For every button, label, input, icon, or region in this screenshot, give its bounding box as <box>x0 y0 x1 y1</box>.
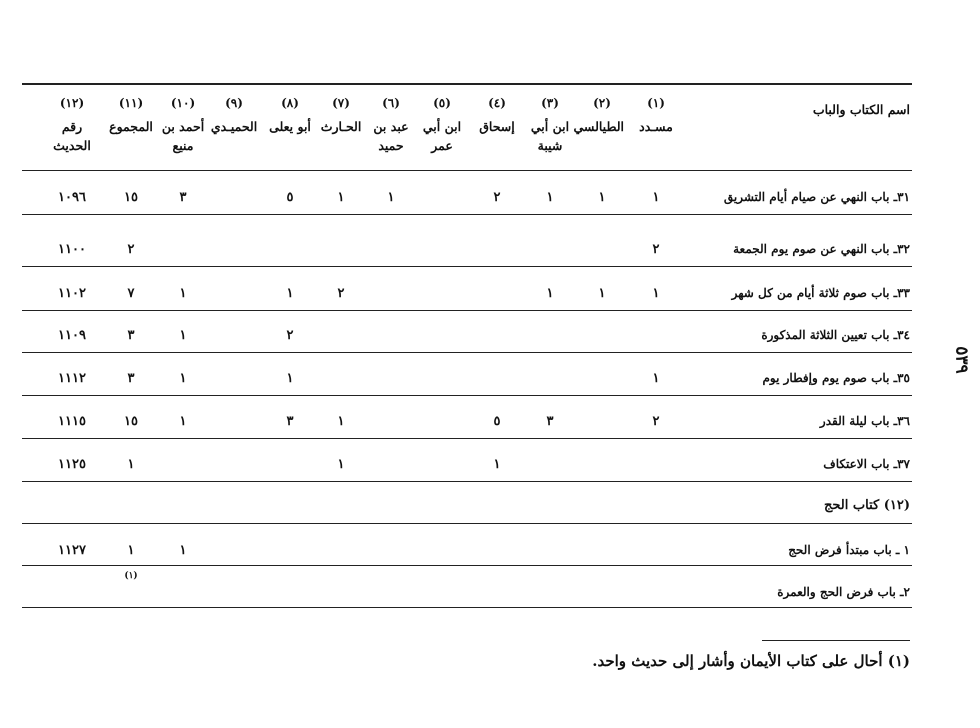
column-number: (١٢) <box>59 96 85 110</box>
header-book-chapter: اسم الكتاب والباب <box>812 102 910 117</box>
table-top-rule <box>22 83 912 85</box>
column-header: مسـدد <box>639 119 673 134</box>
table-cell: ٧ <box>127 286 135 301</box>
table-cell: ١ <box>286 371 294 386</box>
column-header: ابن أبي عمر <box>422 119 462 153</box>
column-header: المجموع <box>109 119 153 134</box>
table-row-rule <box>22 352 912 353</box>
row-title: ١ ـ باب مبتدأ فرض الحج <box>788 543 910 557</box>
table-cell: ١ <box>337 190 345 205</box>
column-number: (٦) <box>382 96 400 110</box>
column-header: إسحاق <box>479 119 515 134</box>
table-cell: ١ <box>546 190 554 205</box>
column-number: (٤) <box>488 96 506 110</box>
table-cell: ٢ <box>652 414 660 429</box>
column-number: (٧) <box>332 96 350 110</box>
table-cell: ١ <box>179 414 187 429</box>
table-row-rule <box>22 395 912 396</box>
column-header: رقم الحديث <box>53 119 91 153</box>
table-row-rule <box>22 607 912 608</box>
table-cell: ٢ <box>493 190 501 205</box>
table-cell: ١ <box>652 371 660 386</box>
table-cell: ١١٢٧ <box>58 543 86 558</box>
footnote: (١) أحال على كتاب الأيمان وأشار إلى حديث واحد. <box>592 652 910 670</box>
column-number: (٢) <box>593 96 611 110</box>
column-number: (٨) <box>281 96 299 110</box>
table-cell: ٥ <box>493 414 501 429</box>
table-cell: ٢ <box>652 242 660 257</box>
row-title: ٣٢ـ باب النهي عن صوم يوم الجمعة <box>733 242 910 256</box>
table-cell: ١ <box>652 190 660 205</box>
column-header: أحمد بن منيع <box>161 119 205 153</box>
table-cell: ١١١٢ <box>58 371 86 386</box>
table-cell: ٣ <box>127 328 135 343</box>
column-header: الحميـدي <box>210 119 258 134</box>
page-number: ٥٣٩ <box>951 346 972 374</box>
table-header-rule <box>22 170 912 171</box>
table-cell: ١ <box>337 414 345 429</box>
column-header: الحـارث <box>320 119 362 134</box>
column-header: عبد بن حميد <box>373 119 409 153</box>
table-cell: ١٠٩٦ <box>58 190 86 205</box>
table-row-rule <box>22 266 912 267</box>
table-cell: ١ <box>387 190 395 205</box>
table-cell: ١١٠٩ <box>58 328 86 343</box>
column-number: (١٠) <box>170 96 196 110</box>
table-cell: ١ <box>127 457 135 472</box>
column-header: الطيالسي <box>573 119 624 134</box>
column-number: (٣) <box>541 96 559 110</box>
column-number: (١) <box>647 96 665 110</box>
section-rule <box>22 523 912 524</box>
table-cell: ١ <box>179 371 187 386</box>
column-header: أبو يعلى <box>269 119 311 134</box>
table-cell: ٣ <box>127 371 135 386</box>
table-row-rule <box>22 310 912 311</box>
section-title: (١٢) كتاب الحج <box>824 498 910 513</box>
table-cell: ١ <box>598 190 606 205</box>
table-cell: ٥ <box>286 190 294 205</box>
table-cell: ١ <box>179 286 187 301</box>
row-title: ٣٥ـ باب صوم يوم وإفطار يوم <box>762 371 910 385</box>
table-cell: ١١٠٠ <box>58 242 86 257</box>
table-cell: ١١٠٢ <box>58 286 86 301</box>
row-title: ٣٦ـ باب ليلة القدر <box>819 414 910 428</box>
table-cell: ١١١٥ <box>58 414 86 429</box>
table-cell: ٣ <box>546 414 554 429</box>
row-title: ٣١ـ باب النهي عن صيام أيام التشريق <box>723 190 910 204</box>
table-cell: ٢ <box>286 328 294 343</box>
column-header: ابن أبي شيبة <box>530 119 570 153</box>
column-number: (٩) <box>225 96 243 110</box>
table-cell: ١ <box>286 286 294 301</box>
table-row-rule <box>22 214 912 215</box>
table-cell: ١١٢٥ <box>58 457 86 472</box>
table-cell: ٢ <box>127 242 135 257</box>
table-row-rule <box>22 565 912 566</box>
row-title: ٣٤ـ باب تعيين الثلاثة المذكورة <box>761 328 910 342</box>
table-row-rule <box>22 438 912 439</box>
table-cell: ١ <box>493 457 501 472</box>
table-cell: ١ <box>179 328 187 343</box>
table-cell: ١٥ <box>124 414 138 429</box>
table-cell: ١ <box>598 286 606 301</box>
table-cell: ١ <box>337 457 345 472</box>
table-cell: ١ <box>127 543 135 558</box>
row-title: ٣٣ـ باب صوم ثلاثة أيام من كل شهر <box>731 286 910 300</box>
column-number: (٥) <box>433 96 451 110</box>
footnote-rule <box>762 640 910 641</box>
column-number: (١١) <box>118 96 144 110</box>
table-cell: ٣ <box>286 414 294 429</box>
table-cell: ٣ <box>179 190 187 205</box>
table-cell: ١ <box>179 543 187 558</box>
table-cell: ١ <box>546 286 554 301</box>
table-cell: ٢ <box>337 286 345 301</box>
table-cell: ١ <box>652 286 660 301</box>
row-title: ٣٧ـ باب الاعتكاف <box>823 457 910 471</box>
row-title: ٢ـ باب فرض الحج والعمرة <box>777 585 910 599</box>
footnote-marker: (١) <box>124 571 138 581</box>
table-cell: ١٥ <box>124 190 138 205</box>
table-row-rule <box>22 481 912 482</box>
